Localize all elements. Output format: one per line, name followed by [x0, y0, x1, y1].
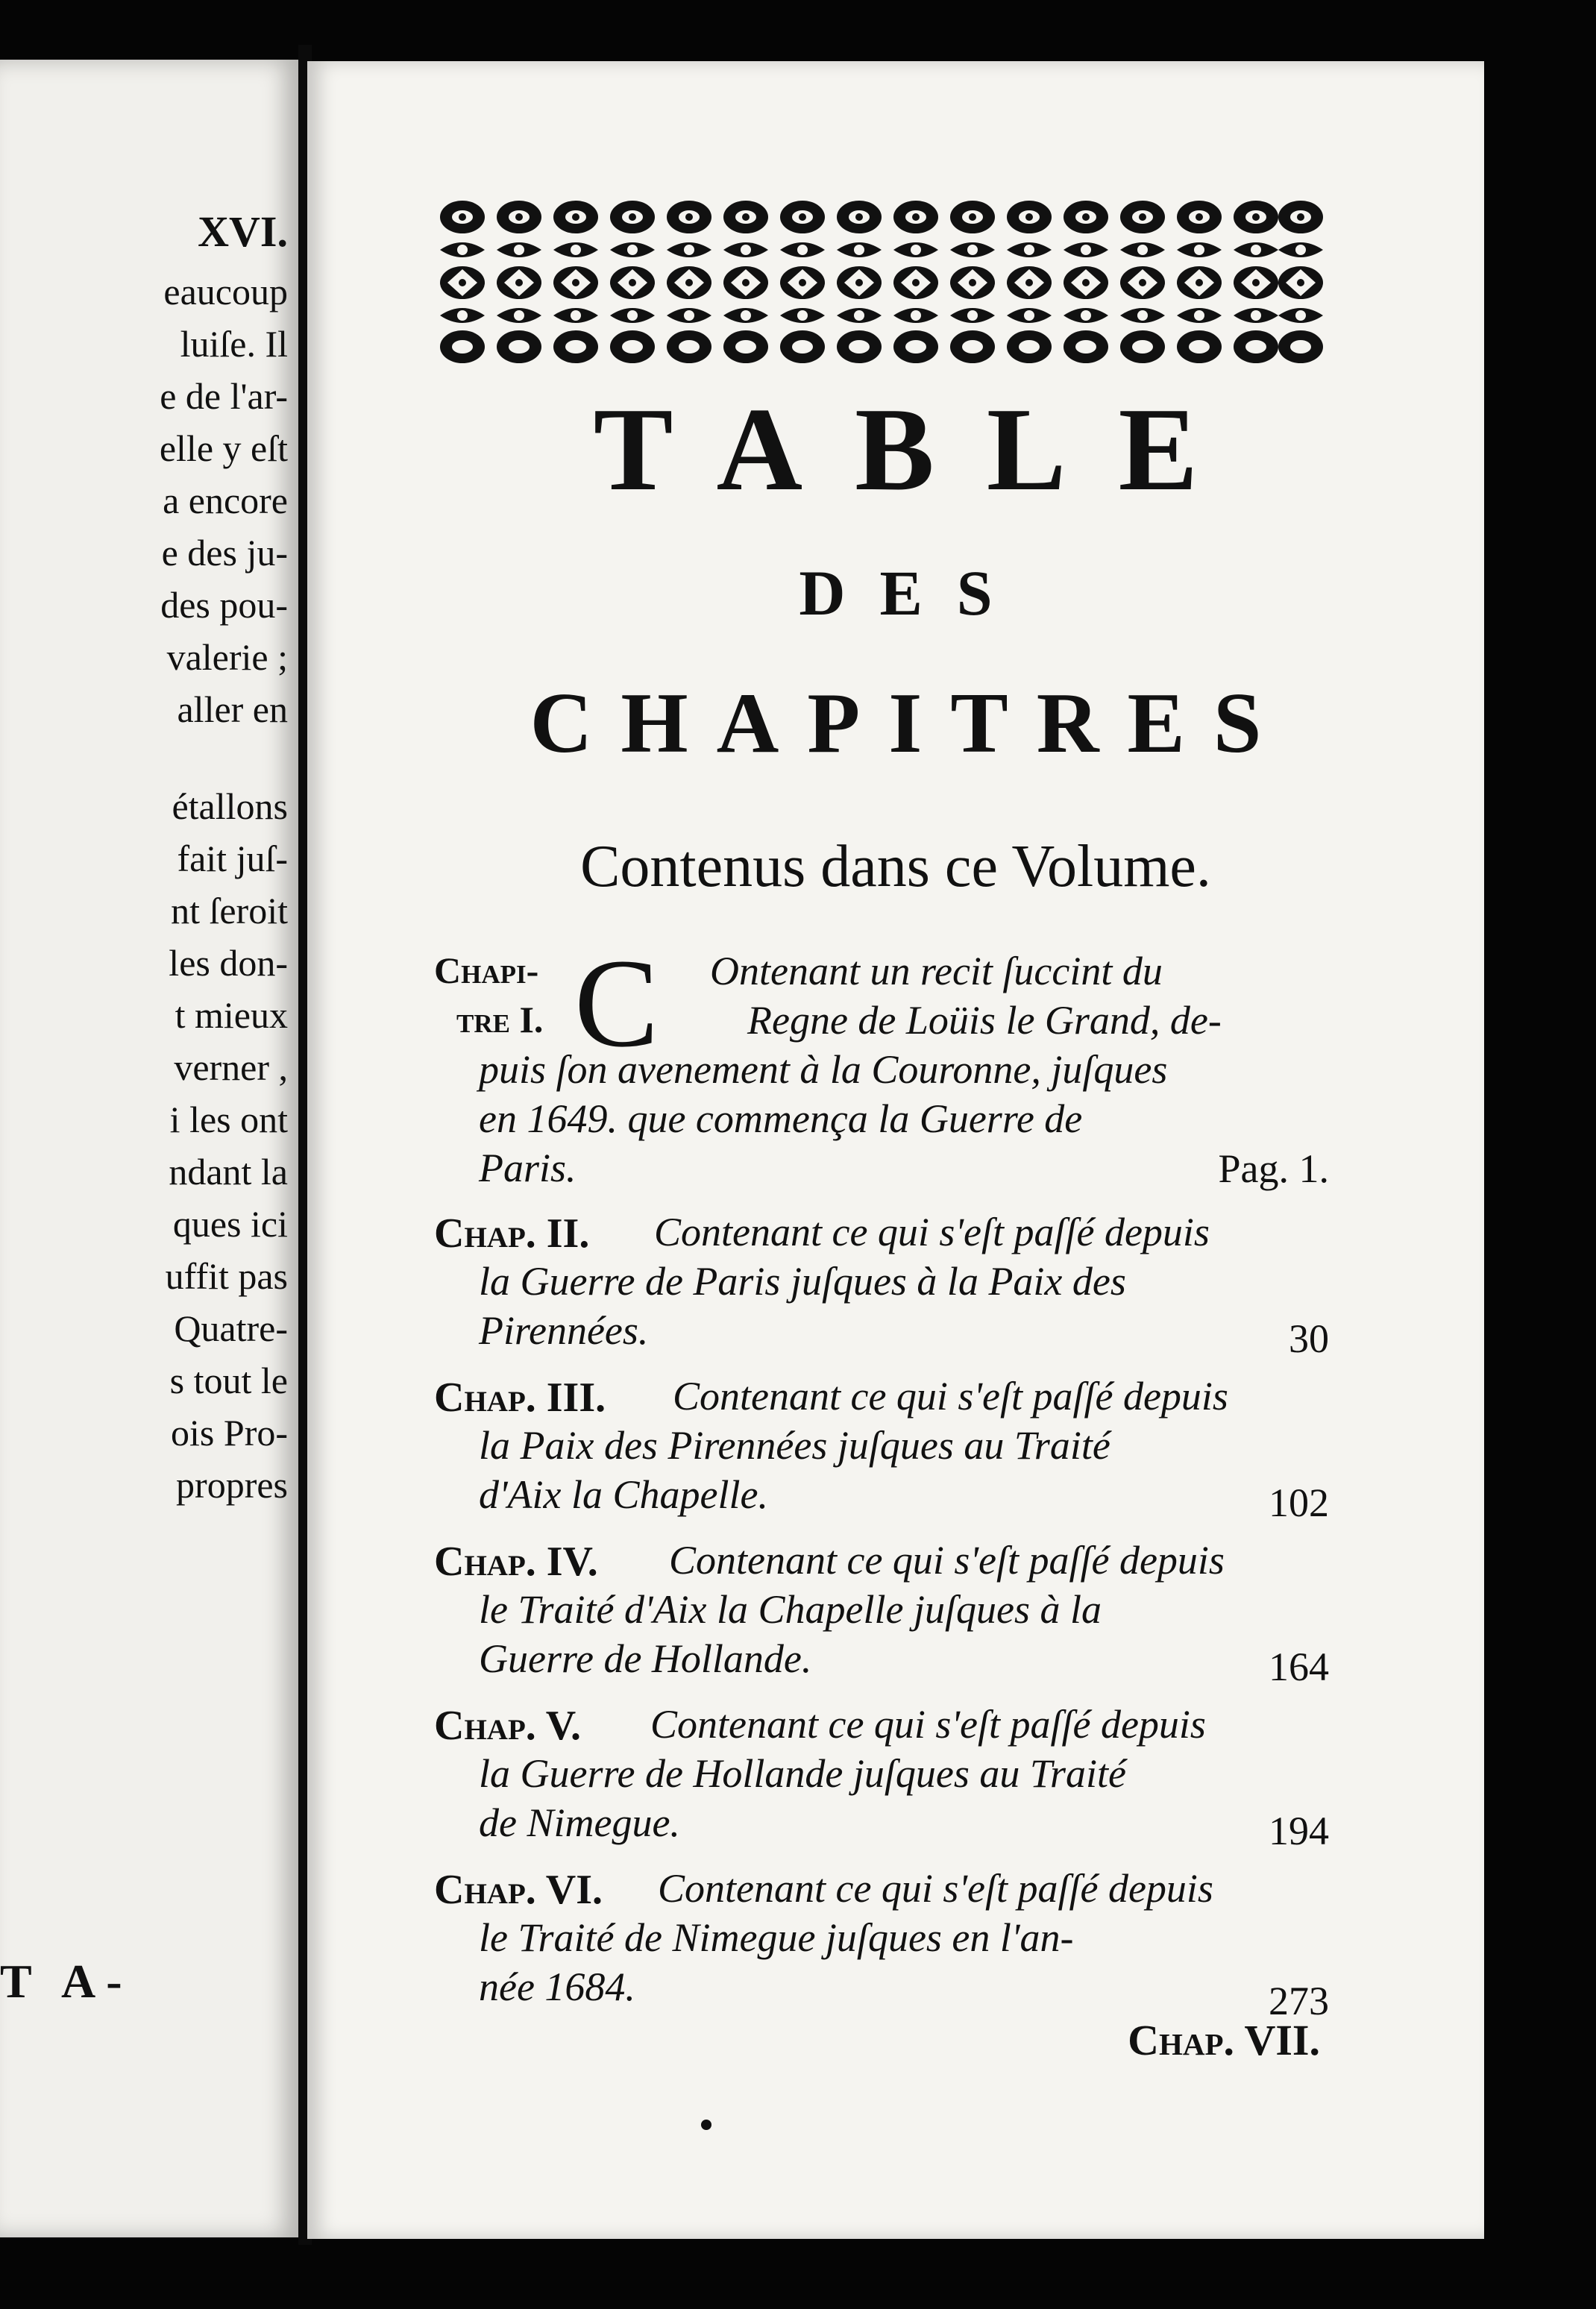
- left-line: e de l'ar-: [160, 375, 288, 417]
- page-subtitle: Contenus dans ce Volume.: [580, 834, 1211, 899]
- toc-line: Ontenant un recit ſuccint du: [710, 949, 1163, 993]
- chapter-label: Chap. V.: [434, 1703, 581, 1749]
- left-line: uffit pas: [165, 1255, 288, 1297]
- toc-entry: [434, 1210, 1329, 1374]
- left-line: ques ici: [172, 1203, 288, 1245]
- toc-line: le Traité d'Aix la Chapelle juſques à la: [479, 1587, 1102, 1632]
- left-line: ndant la: [169, 1151, 288, 1193]
- toc-line: Contenant ce qui s'eſt paſſé depuis: [673, 1374, 1228, 1419]
- page-title: TABLE: [593, 383, 1251, 515]
- left-line: des pou-: [160, 584, 288, 626]
- left-line: étallons: [172, 785, 288, 827]
- toc-entry: [434, 1374, 1329, 1538]
- drop-cap: C: [574, 933, 659, 1073]
- left-line: a encore: [163, 480, 288, 521]
- left-line: fait juſ-: [177, 838, 288, 879]
- left-line: Quatre-: [174, 1307, 288, 1349]
- toc-line: de Nimegue.: [479, 1800, 680, 1845]
- left-line: nt ſeroit: [171, 890, 288, 932]
- left-line: propres: [176, 1464, 288, 1506]
- left-line: ois Pro-: [171, 1412, 288, 1454]
- page-title-chapitres: CHAPITRES: [530, 676, 1290, 771]
- right-page: [307, 61, 1484, 2239]
- page-number: 164: [1269, 1644, 1329, 1689]
- toc-entry: [434, 1866, 1329, 2030]
- left-line: s tout le: [169, 1360, 288, 1401]
- chapter-label: Chapi-: [434, 949, 539, 991]
- chapter-label: Chap. III.: [434, 1375, 606, 1421]
- toc-line: Regne de Loüis le Grand, de-: [747, 998, 1222, 1043]
- left-line: i les ont: [169, 1099, 288, 1140]
- left-line: luiſe. Il: [180, 323, 288, 365]
- toc-line: puis ſon avenement à la Couronne, juſques: [479, 1047, 1168, 1092]
- toc-line: la Guerre de Paris juſques à la Paix des: [479, 1259, 1126, 1304]
- left-page: [0, 60, 303, 2237]
- toc-line: Contenant ce qui s'eſt paſſé depuis: [669, 1538, 1225, 1583]
- catchword: Chap. VII.: [1128, 2016, 1320, 2064]
- left-line: t mieux: [175, 994, 288, 1036]
- toc-line: Contenant ce qui s'eſt paſſé depuis: [650, 1702, 1206, 1747]
- chapter-label: Chap. VI.: [434, 1867, 603, 1913]
- toc-line: d'Aix la Chapelle.: [479, 1472, 768, 1517]
- toc-line: née 1684.: [479, 1964, 635, 2009]
- toc-entry: [434, 1702, 1329, 1866]
- page-number: 273: [1269, 1979, 1329, 2023]
- chapter-label: tre I.: [456, 999, 544, 1040]
- left-line: elle y eſt: [159, 427, 288, 469]
- toc-entry: [434, 933, 1329, 1202]
- toc-line: Pirennées.: [479, 1308, 649, 1353]
- left-line: e des ju-: [161, 532, 288, 574]
- ink-speck: [701, 2120, 711, 2130]
- left-line: les don-: [169, 942, 288, 984]
- toc-entry: [434, 1538, 1329, 1702]
- toc-line: la Paix des Pirennées juſques au Traité: [479, 1423, 1110, 1468]
- toc-line: Contenant ce qui s'eſt paſſé depuis: [658, 1866, 1213, 1911]
- chapter-label: Chap. IV.: [434, 1539, 598, 1585]
- page-title-des: DES: [799, 557, 1027, 629]
- toc-line: Paris.: [479, 1146, 576, 1190]
- page-number: 194: [1269, 1809, 1329, 1853]
- toc-line: Contenant ce qui s'eſt paſſé depuis: [654, 1210, 1210, 1254]
- toc-line: en 1649. que commença la Guerre de: [479, 1096, 1083, 1141]
- page-number: 30: [1289, 1316, 1329, 1361]
- page-number: Pag. 1.: [1218, 1146, 1329, 1191]
- left-line: valerie ;: [166, 636, 288, 678]
- page-number: 102: [1269, 1480, 1329, 1525]
- left-line: eaucoup: [163, 271, 288, 312]
- chapter-label: Chap. II.: [434, 1210, 590, 1257]
- toc-line: Guerre de Hollande.: [479, 1636, 812, 1681]
- left-catchword: T A-: [0, 1955, 133, 2008]
- toc-line: le Traité de Nimegue juſques en l'an-: [479, 1915, 1074, 1960]
- left-line: aller en: [177, 688, 288, 730]
- headpiece-ornament-icon: [434, 192, 1329, 371]
- left-line: XVI.: [198, 207, 288, 256]
- toc-line: la Guerre de Hollande juſques au Traité: [479, 1751, 1126, 1796]
- left-line: verner ,: [174, 1046, 288, 1088]
